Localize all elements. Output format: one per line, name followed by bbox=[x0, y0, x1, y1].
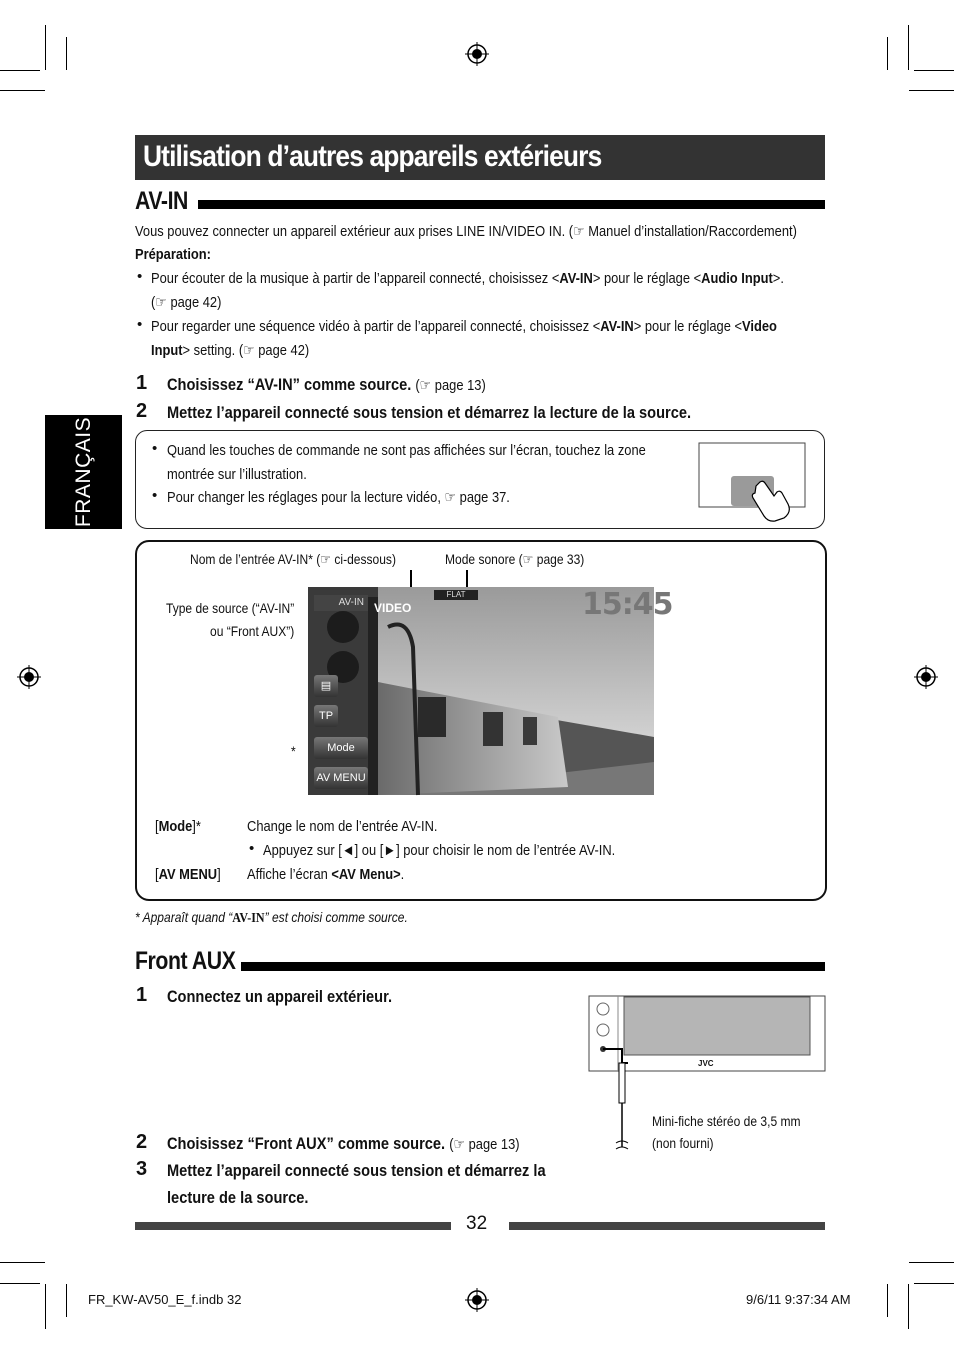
tp-button[interactable]: TP bbox=[314, 705, 338, 727]
front-aux-step-3: Mettez l’appareil connecté sous tension et démarrez la bbox=[167, 1161, 546, 1180]
registration-mark-icon bbox=[465, 1288, 489, 1312]
crop-mark bbox=[45, 1284, 46, 1329]
prep-item-2: Pour regarder une séquence vidéo à partir de l’appareil connecté, choisissez <AV-IN> pour le réglage <Video bbox=[151, 318, 777, 335]
registration-mark-icon bbox=[914, 665, 938, 689]
crop-mark bbox=[0, 1262, 45, 1263]
step-number: 3 bbox=[136, 1158, 148, 1180]
prep-item-2-line2: Input> setting. (☞ page 42) bbox=[151, 342, 310, 359]
clock: 15:45 bbox=[582, 587, 673, 622]
page-bar-left bbox=[135, 1222, 451, 1230]
av-menu-button[interactable]: AV MENU bbox=[314, 767, 368, 789]
callout-source-type: Type de source (“AV-IN” bbox=[166, 600, 295, 616]
footnote: * Apparaît quand “AV-IN” est choisi comme source. bbox=[135, 909, 408, 926]
mode-sub-description: Appuyez sur [◄] ou [►] pour choisir le nom de l’entrée AV-IN. bbox=[263, 842, 616, 859]
crop-mark bbox=[66, 37, 67, 70]
registration-mark-icon bbox=[465, 42, 489, 66]
crop-mark bbox=[909, 1262, 954, 1263]
crop-mark bbox=[914, 70, 954, 71]
bullet: • bbox=[152, 440, 158, 457]
bullet: • bbox=[137, 268, 143, 285]
av-in-screen bbox=[308, 587, 673, 795]
language-tab bbox=[45, 415, 122, 529]
front-aux-step-2: Choisissez “Front AUX” comme source. (☞ page 13) bbox=[167, 1134, 520, 1153]
crop-mark bbox=[909, 90, 954, 91]
step-number: 2 bbox=[136, 400, 148, 422]
language-tab-label: FRANÇAIS bbox=[71, 416, 95, 528]
crop-mark bbox=[66, 1284, 67, 1317]
callout-input-name: Nom de l’entrée AV-IN* (☞ ci-dessous) bbox=[190, 551, 396, 567]
bullet: • bbox=[137, 316, 143, 333]
note-2: Pour changer les réglages pour la lecture vidéo, ☞ page 37. bbox=[167, 489, 510, 506]
page-title-bar bbox=[135, 135, 825, 180]
crop-mark bbox=[887, 1284, 888, 1317]
equalizer-icon: ▤ bbox=[320, 680, 332, 692]
av-menu-description: Affiche l’écran <AV Menu>. bbox=[247, 866, 405, 883]
bullet: • bbox=[152, 487, 158, 504]
crop-mark bbox=[914, 1283, 954, 1284]
page-title: Utilisation d’autres appareils extérieurs bbox=[143, 140, 602, 173]
crop-mark bbox=[45, 25, 46, 70]
heading-rule bbox=[198, 200, 825, 209]
bullet: • bbox=[249, 840, 255, 857]
prep-item-1: Pour écouter de la musique à partir de l’appareil connecté, choisissez <AV-IN> pour le réglage <Audio Input>. bbox=[151, 270, 784, 287]
plug-caption: Mini-fiche stéréo de 3,5 mm bbox=[652, 1113, 801, 1129]
heading-rule bbox=[241, 962, 825, 971]
crop-mark bbox=[0, 70, 40, 71]
preparation-label: Préparation: bbox=[135, 246, 211, 263]
step-number: 2 bbox=[136, 1131, 148, 1153]
crop-mark bbox=[887, 37, 888, 70]
section-heading-front-aux: Front AUX bbox=[135, 947, 236, 975]
plug-caption-2: (non fourni) bbox=[652, 1135, 714, 1151]
crop-mark bbox=[0, 90, 45, 91]
device-brand: JVC bbox=[698, 1059, 714, 1068]
prep-item-1-ref: (☞ page 42) bbox=[151, 294, 222, 311]
avin-step-1: Choisissez “AV-IN” comme source. (☞ page 13) bbox=[167, 375, 486, 394]
step-number: 1 bbox=[136, 372, 148, 394]
front-aux-step-3-line2: lecture de la source. bbox=[167, 1188, 309, 1207]
avin-step-2: Mettez l’appareil connecté sous tension et démarrez la lecture de la source. bbox=[167, 403, 692, 422]
callout-source-type-2: ou “Front AUX”) bbox=[210, 623, 295, 639]
input-name-label: VIDEO bbox=[374, 601, 412, 615]
mode-key: [Mode]* bbox=[155, 818, 201, 835]
equalizer-button[interactable] bbox=[314, 675, 338, 697]
crop-mark bbox=[908, 25, 909, 70]
av-menu-key: [AV MENU] bbox=[155, 866, 221, 883]
note-1-line2: montrée sur l’illustration. bbox=[167, 466, 307, 483]
mode-button[interactable]: Mode bbox=[314, 737, 368, 759]
page-number: 32 bbox=[466, 1213, 488, 1234]
crop-mark bbox=[0, 1283, 40, 1284]
callout-sound-mode: Mode sonore (☞ page 33) bbox=[445, 551, 585, 567]
touch-screen-illustration bbox=[698, 442, 808, 522]
sound-mode-label: FLAT bbox=[434, 590, 478, 600]
avin-intro: Vous pouvez connecter un appareil extérieur aux prises LINE IN/VIDEO IN. (☞ Manuel d’installation/Raccordement) bbox=[135, 223, 797, 240]
section-heading-avin: AV-IN bbox=[135, 187, 188, 215]
front-aux-step-1: Connectez un appareil extérieur. bbox=[167, 987, 393, 1006]
footer-file: FR_KW-AV50_E_f.indb 32 bbox=[88, 1292, 242, 1307]
note-1: Quand les touches de commande ne sont pas affichées sur l’écran, touchez la zone bbox=[167, 442, 646, 459]
footer-timestamp: 9/6/11 9:37:34 AM bbox=[746, 1292, 851, 1307]
asterisk-marker: * bbox=[291, 743, 296, 759]
page-bar-right bbox=[509, 1222, 825, 1230]
registration-mark-icon bbox=[17, 665, 41, 689]
step-number: 1 bbox=[136, 984, 148, 1006]
source-label: AV-IN bbox=[314, 595, 368, 611]
mode-description: Change le nom de l’entrée AV-IN. bbox=[247, 818, 438, 835]
crop-mark bbox=[908, 1284, 909, 1329]
